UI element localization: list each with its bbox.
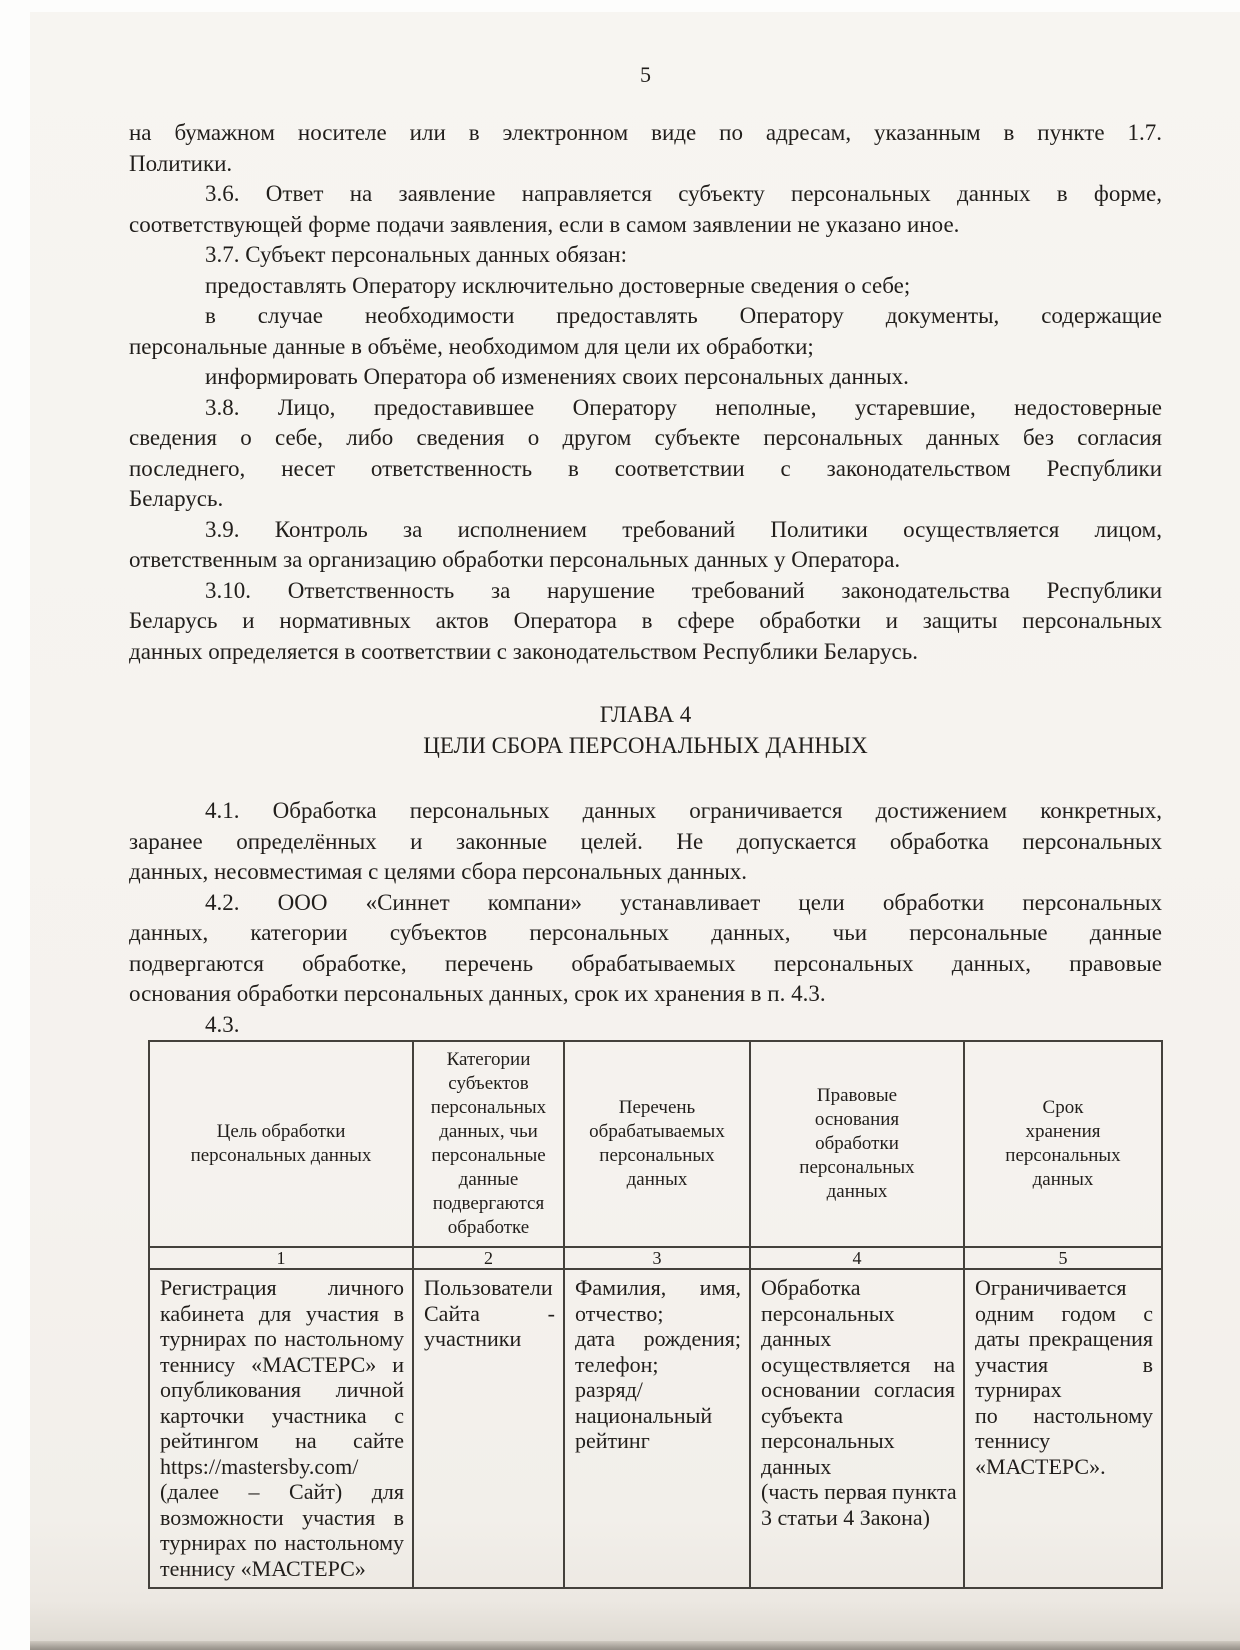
text-line: ответственным за организацию обработки персональных данных у Оператора. (129, 547, 901, 572)
text-line: отчество; (575, 1300, 664, 1326)
text-line: персональных (430, 1097, 547, 1118)
text-line: (часть первая пункта (761, 1479, 957, 1504)
cell-storage-term (964, 1269, 1162, 1588)
text-line: персональные данные в объёме, необходимом для цели их обработки; (129, 333, 814, 359)
text-line: турнирах по настольному (160, 1326, 404, 1351)
text-line: 4.1. Обработка персональных данных ограничивается достижением конкретных, (205, 798, 1162, 823)
text-line: Беларусь. (129, 486, 224, 511)
text-line: Срок (1042, 1097, 1084, 1118)
paragraph (129, 179, 1162, 240)
text-line: 4.3. (205, 1011, 240, 1037)
text-line: подвергаются обработке, перечень обрабатываемых персональных данных, правовые (129, 950, 1162, 976)
text-line: национальный (575, 1402, 713, 1428)
scan-bottom-edge (30, 1641, 1240, 1650)
header-cell-storage-term (964, 1041, 1162, 1247)
text-line: персональных (799, 1157, 915, 1178)
text-line: Сайта - (424, 1300, 555, 1326)
text-line: основании согласия (761, 1377, 955, 1402)
text-line: основания обработки персональных данных, срок их хранения в п. 4.3. (129, 981, 826, 1006)
text-line: Категории (446, 1049, 531, 1070)
purposes-table-4-3 (148, 1040, 1163, 1589)
text-line: телефон; (575, 1351, 659, 1377)
text-line: персональные (431, 1145, 546, 1166)
text-line: дата рождения; (575, 1326, 741, 1351)
text-line: карточки участника с (160, 1402, 404, 1428)
text-line: турнирах по настольному (160, 1530, 404, 1555)
chapter-heading (129, 700, 1162, 761)
text-line: 3.6. Ответ на заявление направляется субъекту персональных данных в форме, (205, 181, 1162, 206)
text-line: 4.2. ООО «Синнет компани» устанавливает цели обработки персональных (205, 889, 1162, 915)
text-line: участники (424, 1326, 522, 1351)
cell-legal-basis (750, 1269, 964, 1588)
chapter-title: ЦЕЛИ СБОРА ПЕРСОНАЛЬНЫХ ДАННЫХ (423, 732, 868, 758)
paragraph (129, 362, 1162, 393)
text-line: данных, чьи (439, 1121, 538, 1142)
text-line: данные (458, 1169, 519, 1190)
text-line: Ограничивается (975, 1275, 1127, 1300)
text-line: заранее определённых и законные целей. Не допускается обработка персональных (129, 828, 1162, 854)
text-line: персональных (1005, 1145, 1121, 1166)
column-number-4: 4 (750, 1247, 964, 1269)
text-line: данных (626, 1169, 688, 1190)
section-3-text (129, 118, 1162, 667)
text-line: данных (761, 1326, 832, 1351)
text-line: данных (1032, 1169, 1094, 1190)
text-line: информировать Оператора об изменениях своих персональных данных. (205, 364, 909, 389)
text-line: 3.8. Лицо, предоставившее Оператору неполные, устаревшие, недостоверные (205, 394, 1162, 420)
text-line: Фамилия, имя, (575, 1275, 741, 1300)
table-header-row (149, 1041, 1162, 1247)
text-line: (далее – Сайт) для (160, 1479, 404, 1504)
paragraph (129, 515, 1162, 576)
text-line: 3 статьи 4 Закона) (761, 1504, 930, 1530)
text-line: персональных (599, 1145, 715, 1166)
cell-purpose (149, 1269, 413, 1588)
cell-categories (413, 1269, 564, 1588)
text-line: 3.10. Ответственность за нарушение требований законодательства Республики (205, 577, 1162, 603)
paragraph (129, 393, 1162, 515)
text-line: основания (814, 1109, 900, 1130)
paragraph (129, 576, 1162, 668)
header-cell-data-list (564, 1041, 750, 1247)
text-line: субъектов (448, 1073, 529, 1094)
cell-data-list (564, 1269, 750, 1588)
text-line: персональных (761, 1300, 895, 1326)
text-line: «МАСТЕРС». (975, 1453, 1106, 1479)
text-line: опубликования личной (160, 1377, 404, 1402)
text-line: рейтинг (575, 1428, 650, 1453)
text-line: Правовые (816, 1085, 898, 1106)
text-line: по настольному (975, 1402, 1153, 1428)
text-line: рейтингом на сайте (160, 1428, 404, 1453)
text-line: Обработка (761, 1275, 861, 1300)
text-line: в случае необходимости предоставлять Оператору документы, содержащие (205, 303, 1162, 328)
text-line: хранения (1025, 1121, 1101, 1142)
text-line: Беларусь и нормативных актов Оператора в сфере обработки и защиты персональных (129, 608, 1162, 633)
chapter-number: ГЛАВА 4 (599, 702, 692, 727)
text-line: данных (761, 1453, 832, 1479)
text-line: Пользователи (424, 1275, 553, 1300)
paragraph (129, 301, 1162, 362)
text-line: обработке (447, 1217, 530, 1238)
paragraph (129, 796, 1162, 888)
text-line: 3.7. Субъект персональных данных обязан: (205, 242, 627, 267)
text-line: субъекта (761, 1402, 844, 1428)
text-line: подвергаются (432, 1193, 545, 1214)
text-line: кабинета для участия в (160, 1300, 404, 1326)
text-line: Регистрация личного (160, 1275, 404, 1300)
column-number-2: 2 (413, 1247, 564, 1269)
text-line: разряд/ (575, 1377, 643, 1402)
table-data-row (149, 1269, 1162, 1588)
text-line: последнего, несет ответственность в соответствии с законодательством Республики (129, 455, 1162, 481)
header-cell-purpose (149, 1041, 413, 1247)
column-number-5: 5 (964, 1247, 1162, 1269)
text-line: 3.9. Контроль за исполнением требований Политики осуществляется лицом, (205, 516, 1162, 542)
paragraph (129, 888, 1162, 1010)
text-line: возможности участия в (160, 1504, 404, 1530)
text-line: обрабатываемых (589, 1121, 725, 1142)
paragraph (129, 271, 1162, 302)
column-number-3: 3 (564, 1247, 750, 1269)
paragraph (129, 118, 1162, 179)
text-line: обработки (815, 1133, 899, 1154)
section-4-text (129, 796, 1162, 1040)
paragraph (129, 1010, 1162, 1041)
text-line: Перечень (618, 1097, 696, 1118)
text-line: персональных данных (190, 1145, 372, 1166)
text-line: теннису «МАСТЕРС» и (160, 1351, 404, 1377)
header-cell-legal-basis (750, 1041, 964, 1247)
text-line: персональных (761, 1428, 895, 1453)
text-line: данных, несовместимая с целями сбора персональных данных. (129, 859, 748, 884)
text-line: даты прекращения (975, 1326, 1153, 1351)
text-line: Политики. (129, 150, 233, 176)
table-number-row (149, 1247, 1162, 1269)
text-line: предоставлять Оператору исключительно достоверные сведения о себе; (205, 272, 911, 298)
page-number: 5 (640, 62, 651, 87)
column-number-1: 1 (149, 1247, 413, 1269)
text-line: одним годом с (975, 1300, 1153, 1326)
text-line: Цель обработки (216, 1121, 346, 1142)
text-line: соответствующей форме подачи заявления, если в самом заявлении не указано иное. (129, 211, 960, 237)
text-line: данных (826, 1181, 888, 1202)
text-line: осуществляется на (761, 1351, 955, 1377)
paragraph (129, 240, 1162, 271)
text-line: данных определяется в соответствии с законодательством Республики Беларусь. (129, 638, 918, 664)
text-line: теннису «МАСТЕРС» (160, 1555, 366, 1581)
text-line: теннису (975, 1428, 1051, 1453)
text-line: данных, категории субъектов персональных данных, чьи персональные данные (129, 920, 1162, 945)
text-line: на бумажном носителе или в электронном виде по адресам, указанным в пункте 1.7. (129, 120, 1162, 145)
text-line: сведения о себе, либо сведения о другом субъекте персональных данных без согласия (129, 425, 1162, 450)
header-cell-categories (413, 1041, 564, 1247)
text-line: https://mastersby.com/ (160, 1453, 359, 1479)
text-line: участия в турнирах (975, 1351, 1153, 1402)
